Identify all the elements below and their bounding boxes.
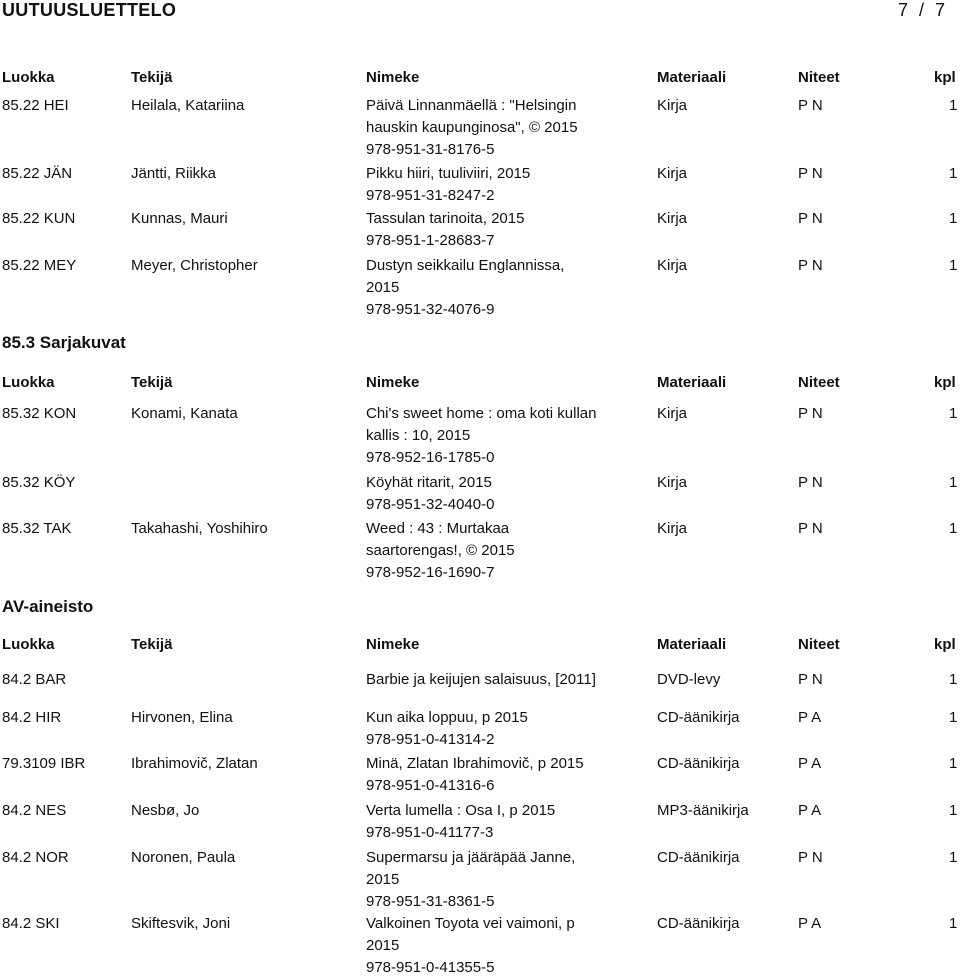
page-number: 7 / 7	[897, 0, 948, 20]
table-header-row	[0, 69, 960, 89]
title-line: Barbie ja keijujen salaisuus, [2011]	[366, 671, 596, 688]
cell-luokka: 84.2 SKI	[2, 915, 60, 932]
column-header-nimeke: Nimeke	[366, 636, 420, 653]
cell-kpl: 1	[949, 671, 958, 688]
title-line: Kun aika loppuu, p 2015	[366, 709, 528, 726]
cell-tekija: Konami, Kanata	[131, 405, 238, 422]
cell-kpl: 1	[949, 802, 958, 819]
cell-materiaali: CD-äänikirja	[657, 709, 740, 726]
title-line: Valkoinen Toyota vei vaimoni, p	[366, 915, 575, 932]
column-header-nimeke: Nimeke	[366, 374, 420, 391]
cell-niteet: P N	[798, 671, 823, 688]
cell-luokka: 79.3109 IBR	[2, 755, 86, 772]
title-line: 978-951-0-41316-6	[366, 777, 495, 794]
title-line: 2015	[366, 871, 400, 888]
section-heading: AV-aineisto	[2, 597, 94, 616]
title-line: Pikku hiiri, tuuliviiri, 2015	[366, 165, 531, 182]
column-header-luokka: Luokka	[2, 636, 55, 653]
column-header-materiaali: Materiaali	[657, 374, 727, 391]
cell-luokka: 84.2 NOR	[2, 849, 69, 866]
title-line: Weed : 43 : Murtakaa	[366, 520, 510, 537]
cell-luokka: 85.32 KÖY	[2, 474, 76, 491]
cell-kpl: 1	[949, 257, 958, 274]
column-header-luokka: Luokka	[2, 69, 55, 86]
cell-kpl: 1	[949, 210, 958, 227]
cell-niteet: P A	[798, 755, 822, 772]
column-header-niteet: Niteet	[798, 374, 840, 391]
section-heading: 85.3 Sarjakuvat	[2, 333, 126, 352]
cell-kpl: 1	[949, 915, 958, 932]
cell-luokka: 85.22 HEI	[2, 97, 69, 114]
cell-kpl: 1	[949, 165, 958, 182]
title-line: 978-952-16-1690-7	[366, 564, 495, 581]
cell-nimeke	[366, 753, 636, 797]
column-header-nimeke: Nimeke	[366, 69, 420, 86]
cell-niteet: P N	[798, 405, 823, 422]
title-line: kallis : 10, 2015	[366, 427, 471, 444]
cell-kpl: 1	[949, 755, 958, 772]
cell-nimeke	[366, 847, 636, 913]
cell-materiaali: CD-äänikirja	[657, 849, 740, 866]
cell-nimeke	[366, 163, 636, 207]
cell-tekija: Skiftesvik, Joni	[131, 915, 231, 932]
column-header-materiaali: Materiaali	[657, 69, 727, 86]
column-header-kpl: kpl	[934, 636, 956, 653]
cell-nimeke	[366, 707, 636, 751]
cell-materiaali: CD-äänikirja	[657, 915, 740, 932]
title-line: 978-952-16-1785-0	[366, 449, 495, 466]
title-line: Dustyn seikkailu Englannissa,	[366, 257, 565, 274]
cell-nimeke	[366, 255, 636, 321]
cell-tekija: Nesbø, Jo	[131, 802, 200, 819]
cell-tekija: Ibrahimovič, Zlatan	[131, 755, 258, 772]
title-line: 978-951-31-8176-5	[366, 141, 495, 158]
cell-niteet: P N	[798, 849, 823, 866]
cell-materiaali: Kirja	[657, 97, 688, 114]
cell-nimeke	[366, 472, 636, 516]
cell-materiaali: Kirja	[657, 474, 688, 491]
cell-kpl: 1	[949, 520, 958, 537]
title-line: 978-951-0-41177-3	[366, 824, 494, 841]
title-line: saartorengas!, © 2015	[366, 542, 515, 559]
cell-kpl: 1	[949, 405, 958, 422]
cell-niteet: P N	[798, 520, 823, 537]
cell-niteet: P N	[798, 210, 823, 227]
column-header-tekija: Tekijä	[131, 636, 173, 653]
title-line: 978-951-32-4076-9	[366, 301, 495, 318]
title-line: Supermarsu ja jääräpää Janne,	[366, 849, 576, 866]
title-line: Köyhät ritarit, 2015	[366, 474, 492, 491]
cell-kpl: 1	[949, 709, 958, 726]
cell-luokka: 85.22 MEY	[2, 257, 77, 274]
title-line: Minä, Zlatan Ibrahimovič, p 2015	[366, 755, 584, 772]
title-line: Päivä Linnanmäellä : "Helsingin	[366, 97, 577, 114]
title-line: Verta lumella : Osa I, p 2015	[366, 802, 556, 819]
column-header-tekija: Tekijä	[131, 69, 173, 86]
cell-niteet: P N	[798, 97, 823, 114]
title-line: Chi's sweet home : oma koti kullan	[366, 405, 597, 422]
title-line: Tassulan tarinoita, 2015	[366, 210, 525, 227]
cell-materiaali: MP3-äänikirja	[657, 802, 749, 819]
cell-tekija: Hirvonen, Elina	[131, 709, 233, 726]
cell-materiaali: Kirja	[657, 210, 688, 227]
cell-materiaali: DVD-levy	[657, 671, 721, 688]
cell-nimeke	[366, 518, 636, 584]
cell-tekija: Meyer, Christopher	[131, 257, 258, 274]
cell-luokka: 85.32 TAK	[2, 520, 72, 537]
cell-niteet: P A	[798, 709, 822, 726]
cell-luokka: 84.2 BAR	[2, 671, 67, 688]
cell-kpl: 1	[949, 474, 958, 491]
title-line: 2015	[366, 937, 400, 954]
cell-nimeke	[366, 800, 636, 844]
column-header-luokka: Luokka	[2, 374, 55, 391]
cell-luokka: 85.22 JÄN	[2, 165, 73, 182]
cell-materiaali: Kirja	[657, 405, 688, 422]
cell-nimeke	[366, 208, 636, 252]
title-line: 2015	[366, 279, 400, 296]
title-line: 978-951-1-28683-7	[366, 232, 495, 249]
column-header-tekija: Tekijä	[131, 374, 173, 391]
cell-nimeke	[366, 403, 636, 469]
title-line: 978-951-0-41355-5	[366, 959, 495, 976]
cell-luokka: 85.22 KUN	[2, 210, 76, 227]
cell-kpl: 1	[949, 849, 958, 866]
column-header-kpl: kpl	[934, 69, 956, 86]
cell-materiaali: Kirja	[657, 165, 688, 182]
cell-luokka: 84.2 NES	[2, 802, 67, 819]
cell-niteet: P N	[798, 474, 823, 491]
table-header-row	[0, 374, 960, 394]
cell-niteet: P A	[798, 802, 822, 819]
title-line: 978-951-31-8247-2	[366, 187, 495, 204]
column-header-niteet: Niteet	[798, 636, 840, 653]
cell-tekija: Noronen, Paula	[131, 849, 236, 866]
column-header-niteet: Niteet	[798, 69, 840, 86]
cell-kpl: 1	[949, 97, 958, 114]
cell-niteet: P N	[798, 165, 823, 182]
cell-tekija: Jäntti, Riikka	[131, 165, 217, 182]
cell-niteet: P N	[798, 257, 823, 274]
cell-luokka: 85.32 KON	[2, 405, 77, 422]
page-title: UUTUUSLUETTELO	[2, 0, 177, 20]
cell-materiaali: Kirja	[657, 257, 688, 274]
table-header-row	[0, 636, 960, 656]
title-line: 978-951-32-4040-0	[366, 496, 495, 513]
title-line: 978-951-0-41314-2	[366, 731, 495, 748]
cell-materiaali: Kirja	[657, 520, 688, 537]
cell-niteet: P A	[798, 915, 822, 932]
cell-materiaali: CD-äänikirja	[657, 755, 740, 772]
cell-luokka: 84.2 HIR	[2, 709, 62, 726]
cell-nimeke	[366, 669, 636, 691]
cell-nimeke	[366, 913, 636, 979]
cell-nimeke	[366, 95, 636, 161]
cell-tekija: Heilala, Katariina	[131, 97, 245, 114]
column-header-kpl: kpl	[934, 374, 956, 391]
title-line: 978-951-31-8361-5	[366, 893, 495, 910]
column-header-materiaali: Materiaali	[657, 636, 727, 653]
cell-tekija: Kunnas, Mauri	[131, 210, 228, 227]
cell-tekija: Takahashi, Yoshihiro	[131, 520, 268, 537]
title-line: hauskin kaupunginosa", © 2015	[366, 119, 578, 136]
